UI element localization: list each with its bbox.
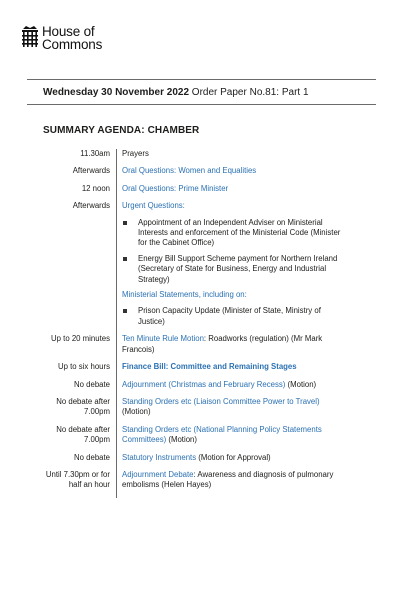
agenda-time: Until 7.30pm or for half an hour	[45, 469, 110, 490]
agenda-item: Adjournment (Christmas and February Recess) (Motion)	[116, 380, 343, 397]
agenda-row	[43, 201, 343, 334]
agenda-row	[43, 184, 343, 201]
order-paper-header	[43, 87, 309, 98]
order-paper-date: Wednesday 30 November 2022	[43, 87, 190, 98]
house-of-commons-logo	[21, 25, 102, 51]
adjournment-recess-link[interactable]: Adjournment (Christmas and February Recess)	[122, 379, 286, 389]
women-equalities-questions-link[interactable]: Oral Questions: Women and Equalities	[122, 166, 257, 176]
agenda-row	[43, 453, 343, 470]
agenda-item-title: Prayers	[122, 149, 149, 158]
agenda-time: Afterwards	[72, 166, 110, 176]
ministerial-statements-list	[122, 306, 343, 327]
agenda-row	[43, 470, 343, 498]
bottom-rule	[27, 104, 376, 105]
list-item: Appointment of an Independent Adviser on Ministerial Interests and enforcement of the Ministerial Code (Minister for the Cabinet Office)	[122, 218, 343, 249]
square-bullet-icon	[123, 257, 127, 261]
top-rule	[27, 79, 376, 80]
agenda-item: Standing Orders etc (Liaison Committee Power to Travel) (Motion)	[116, 397, 343, 425]
statutory-instruments-link[interactable]: Statutory Instruments	[122, 452, 197, 462]
section-title: SUMMARY AGENDA: CHAMBER	[43, 125, 200, 136]
agenda-row	[43, 362, 343, 379]
agenda-time: No debate after 7.00pm	[56, 396, 110, 417]
prime-minister-questions-link[interactable]: Oral Questions: Prime Minister	[122, 183, 229, 193]
agenda-row	[43, 397, 343, 425]
agenda-item: Standing Orders etc (National Planning Policy Statements Committees) (Motion)	[116, 425, 343, 453]
adjournment-debate-link[interactable]: Adjournment Debate	[122, 469, 194, 479]
agenda-row	[43, 166, 343, 183]
standing-orders-planning-link[interactable]: Standing Orders etc (National Planning Policy Statements Committees)	[122, 424, 322, 445]
agenda-time: Afterwards	[72, 201, 110, 211]
agenda-time: No debate	[74, 452, 110, 462]
urgent-questions-list	[122, 218, 343, 285]
portcullis-icon	[21, 26, 39, 48]
square-bullet-icon	[123, 309, 127, 313]
ten-minute-rule-motion-link[interactable]: Ten Minute Rule Motion	[122, 334, 204, 344]
agenda-row	[43, 334, 343, 362]
agenda-time: Up to 20 minutes	[51, 334, 110, 344]
logo-text: House of Commons	[42, 24, 103, 52]
urgent-questions-link[interactable]: Urgent Questions:	[122, 201, 185, 211]
agenda-item	[116, 149, 343, 166]
agenda-item: Adjournment Debate: Awareness and diagnosis of pulmonary embolisms (Helen Hayes)	[116, 470, 343, 498]
order-paper-number: Order Paper No.81: Part 1	[191, 87, 309, 98]
list-item: Prison Capacity Update (Minister of State, Ministry of Justice)	[122, 306, 343, 327]
agenda-row	[43, 380, 343, 397]
ministerial-statements-link[interactable]: Ministerial Statements, including on:	[122, 290, 247, 300]
agenda-row	[43, 425, 343, 453]
agenda-time: No debate	[74, 379, 110, 389]
agenda-time: 11.30am	[80, 149, 110, 158]
agenda-time: No debate after 7.00pm	[56, 424, 110, 445]
agenda-item: Ten Minute Rule Motion: Roadworks (regulation) (Mr Mark Francois)	[116, 334, 343, 362]
agenda-row	[43, 149, 343, 166]
agenda-time: 12 noon	[81, 183, 110, 193]
standing-orders-liaison-link[interactable]: Standing Orders etc (Liaison Committee Power to Travel)	[122, 396, 320, 406]
agenda-item	[116, 184, 343, 201]
agenda-item	[116, 201, 343, 334]
agenda-item: Statutory Instruments (Motion for Approval)	[116, 453, 343, 470]
agenda-item	[116, 166, 343, 183]
agenda-item	[116, 362, 343, 379]
list-item: Energy Bill Support Scheme payment for Northern Ireland (Secretary of State for Business, Energy and Industrial Strategy)	[122, 254, 343, 285]
agenda-time: Up to six hours	[57, 362, 110, 372]
summary-agenda	[43, 149, 343, 498]
finance-bill-link[interactable]: Finance Bill: Committee and Remaining Stages	[122, 362, 297, 372]
square-bullet-icon	[123, 221, 127, 225]
